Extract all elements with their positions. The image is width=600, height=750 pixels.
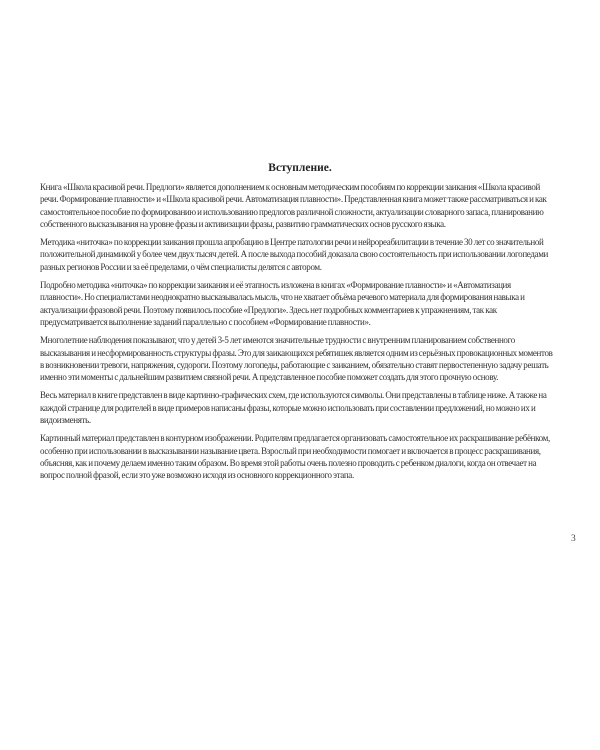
text-line: собственного высказывания на уровне фразы и активизации фразы, развитию грамматических основ русского языка.	[40, 218, 446, 229]
text-line: предусматривается выполнение заданий параллельно с пособием «Формирование плавности».	[40, 316, 371, 327]
text-line: Весь материал в книге представлен в виде картинно-графических схем, где используются символы. Они представлены в таблице ниже. А также на	[40, 390, 547, 401]
page-number: 3	[571, 534, 576, 544]
text-line: самостоятельное пособие по формированию и использованию предлогов различной сложности, актуализации словарного запаса, планированию	[40, 206, 544, 217]
paragraph-3	[40, 279, 580, 328]
document-body	[40, 181, 580, 488]
text-line: объясняя, как и почему делаем именно таким образом. Во время этой работы очень полезно проводить с ребенком диалоги, когда он отвечает на	[40, 457, 537, 468]
text-line: высказывания и несформированность структуры фразы. Это для заикающихся ребятишек является одним из серьёзных провокационных моментов	[40, 347, 553, 358]
text-line: каждой странице для родителей в виде примеров написаны фразы, которые можно использовать при составлении предложений, но можно их и	[40, 402, 536, 413]
paragraph-6	[40, 432, 580, 481]
text-line: плавности». Но специалистами неоднократно высказывалась мысль, что не хватает объёма речевого материала для формирования навыка и	[40, 292, 525, 303]
text-line: Подробно методика «ниточка» по коррекции заикания и её этапность изложена в книгах «Формирование плавности» и «Автоматизация	[40, 280, 511, 291]
text-line: речи. Формирование плавности» и «Школа красивой речи. Автоматизация плавности». Представленная книга может также рассматриваться и как	[40, 194, 547, 205]
paragraph-1	[40, 181, 580, 230]
text-line: Книга «Школа красивой речи. Предлоги» является дополнением к основным методическим пособиям по коррекции заикания «Школа красивой	[40, 182, 540, 192]
text-line: разных регионов России и за её пределами, о чём специалисты делятся с автором.	[40, 261, 322, 272]
text-line: положительной динамикой у более чем двух тысяч детей. А после выхода пособий доказала свою состоятельность при использовании логопедами	[40, 249, 549, 260]
text-line: актуализации фразовой речи. Поэтому появилось пособие «Предлоги». Здесь нет подробных комментариев к упражнениям, так как	[40, 304, 497, 315]
text-line: Картинный материал представлен в контурном изображении. Родителям предлагается организовать самостоятельное их раскрашивание ребёнком,	[40, 433, 550, 444]
paragraph-4	[40, 334, 580, 383]
text-line: Методика «ниточка» по коррекции заикания прошла апробацию в Центре патологии речи и нейрореабилитации в течение 30 лет со значительной	[40, 237, 544, 248]
paragraph-2	[40, 236, 580, 273]
paragraph-5	[40, 389, 580, 426]
section-title: Вступление.	[268, 162, 332, 174]
text-line: вопрос полной фразой, если это уже возможно исходя из основного коррекционного этапа.	[40, 470, 354, 481]
text-line: особенно при использовании в высказывании называние цвета. Взрослый при необходимости помогает и включается в процесс раскрашивания,	[40, 445, 541, 456]
text-line: в возникновении тревоги, напряжения, судороги. Поэтому логопеды, работающие с заиканием, обязательно ставят первостепенную задачу решать	[40, 359, 549, 370]
text-line: Многолетние наблюдения показывают, что у детей 3-5 лет имеются значительные трудности с внутренним планированием собственного	[40, 335, 515, 346]
text-line: именно эти моменты с дальнейшим развитием связной речи. А представленное пособие поможет создать для этого прочную основу.	[40, 372, 499, 383]
text-line: видоизменять.	[40, 415, 91, 426]
